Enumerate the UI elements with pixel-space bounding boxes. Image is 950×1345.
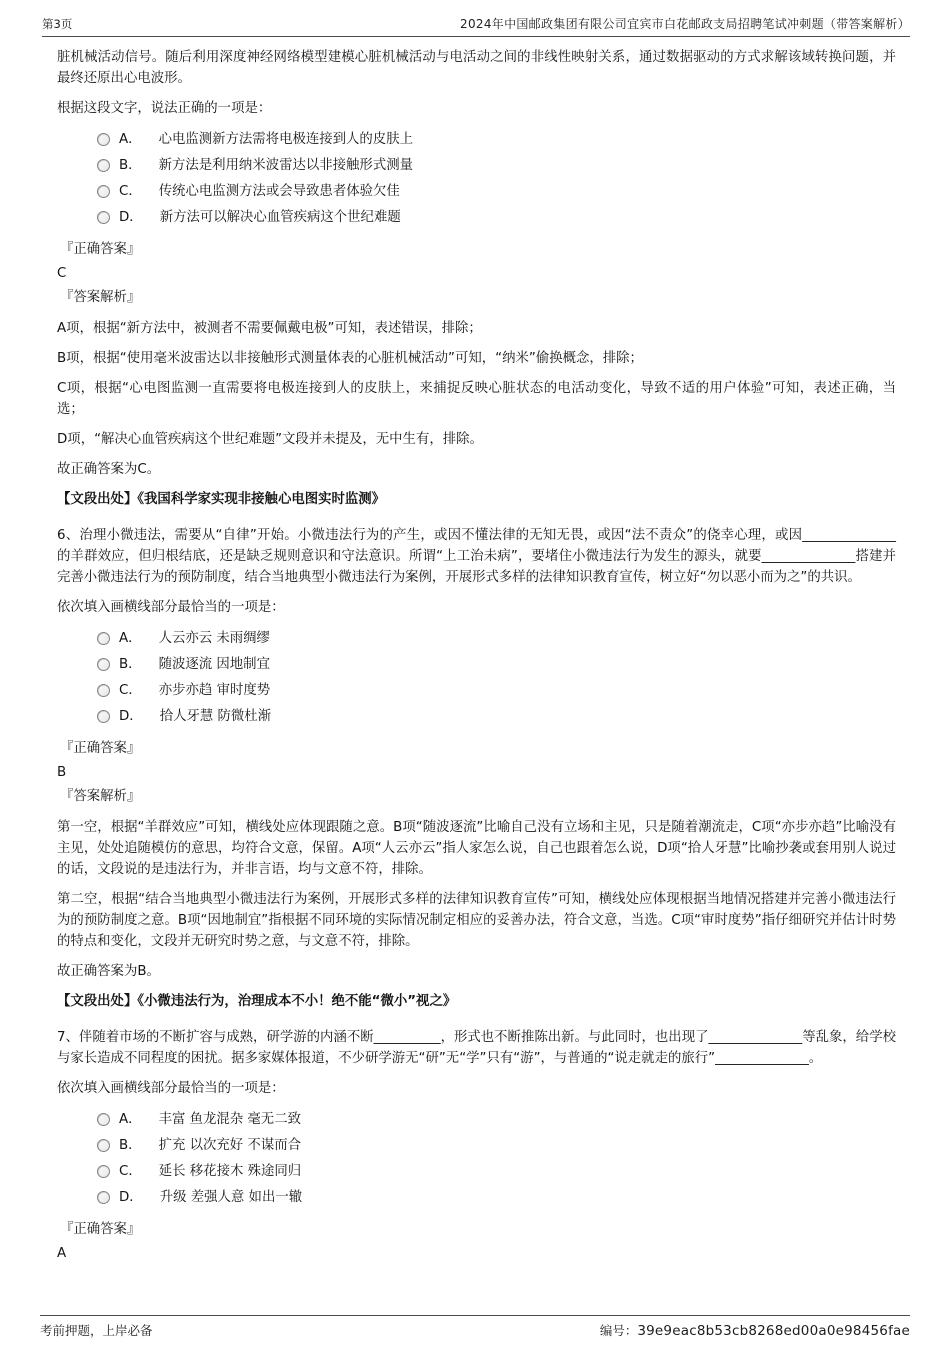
conclusion-line: 故正确答案为C。	[57, 462, 161, 477]
option-letter: B．	[119, 1137, 142, 1153]
option-text: 新方法是利用纳米波雷达以非接触形式测量	[158, 157, 413, 173]
option-row-d[interactable]	[97, 703, 896, 729]
footer-slogan: 考前押题，上岸必备	[40, 1323, 153, 1338]
option-text: 随波逐流 因地制宜	[158, 656, 270, 672]
radio-icon[interactable]	[97, 632, 110, 645]
answer-label: 『正确答案』	[60, 1222, 141, 1237]
question-continued-block	[57, 47, 896, 510]
question-intro-paragraph: 脏机械活动信号。随后利用深度神经网络模型建模心脏机械活动与电活动之间的非线性映射关系，通过数据驱动的方式求解该域转换问题，并最终还原出心电波形。	[57, 50, 896, 86]
radio-icon[interactable]	[97, 684, 110, 697]
analysis-paragraph: A项，根据“新方法中，被测者不需要佩戴电极”可知，表述错误，排除；	[57, 321, 482, 336]
option-letter: D．	[119, 708, 143, 724]
answer-value: A	[57, 1246, 67, 1261]
document-content	[57, 47, 896, 1267]
option-text: 人云亦云 未雨绸缪	[158, 630, 270, 646]
option-row-b[interactable]	[97, 1132, 896, 1158]
page-header	[42, 0, 910, 37]
option-row-c[interactable]	[97, 178, 896, 204]
analysis-paragraph: D项，“解决心血管疾病这个世纪难题”文段并未提及，无中生有，排除。	[57, 432, 483, 447]
source-line: 【文段出处】《我国科学家实现非接触心电图实时监测》	[57, 492, 386, 507]
analysis-paragraph: B项，根据“使用毫米波雷达以非接触形式测量体表的心脏机械活动”可知，“纳米”偷换概念，排除；	[57, 351, 643, 366]
options-list	[97, 1106, 896, 1210]
footer-code	[600, 1321, 910, 1339]
question-prompt: 依次填入画横线部分最恰当的一项是：	[57, 600, 285, 615]
document-title: 2024年中国邮政集团有限公司宜宾市白花邮政支局招聘笔试冲刺题（带答案解析）	[460, 17, 910, 31]
radio-icon[interactable]	[97, 1113, 110, 1126]
option-row-c[interactable]	[97, 1158, 896, 1184]
page-number: 第3页	[42, 17, 73, 31]
question-prompt: 依次填入画横线部分最恰当的一项是：	[57, 1081, 285, 1096]
radio-icon[interactable]	[97, 1165, 110, 1178]
option-row-a[interactable]	[97, 625, 896, 651]
footer-code-label: 编号：	[599, 1323, 638, 1338]
options-list	[97, 625, 896, 729]
footer-code-value: 39e9eac8b53cb8268ed00a0e98456fae	[637, 1323, 910, 1339]
radio-icon[interactable]	[97, 1191, 110, 1204]
option-letter: C．	[119, 1163, 142, 1179]
option-letter: B．	[119, 157, 142, 173]
option-row-b[interactable]	[97, 152, 896, 178]
radio-icon[interactable]	[97, 185, 110, 198]
analysis-label: 『答案解析』	[60, 789, 141, 804]
option-letter: C．	[119, 682, 142, 698]
question-7-block	[57, 1027, 896, 1264]
option-text: 丰富 鱼龙混杂 毫无二致	[158, 1111, 301, 1127]
option-letter: A．	[119, 1111, 142, 1127]
options-list	[97, 126, 896, 230]
option-text: 心电监测新方法需将电极连接到人的皮肤上	[158, 131, 413, 147]
option-row-d[interactable]	[97, 1184, 896, 1210]
option-letter: D．	[119, 209, 143, 225]
radio-icon[interactable]	[97, 133, 110, 146]
analysis-paragraph: 第二空，根据“结合当地典型小微违法行为案例，开展形式多样的法律知识教育宣传”可知，横线处应体现根据当地情况搭建并完善小微违法行为的预防制度之意。B项“因地制宜”指根据不同环境的实际情况制定相应的妥善办法，符合文意，当选。C项“审时度势”指仔细研究并估计时势的特点和变化，文段并无研究时势之意，与文意不符，排除。	[57, 892, 896, 949]
option-text: 亦步亦趋 审时度势	[158, 682, 271, 698]
radio-icon[interactable]	[97, 710, 110, 723]
radio-icon[interactable]	[97, 211, 110, 224]
analysis-paragraph: 第一空，根据“羊群效应”可知，横线处应体现跟随之意。B项“随波逐流”比喻自己没有立场和主见，只是随着潮流走，C项“亦步亦趋”比喻没有主见，处处追随模仿的意思，均符合文意，保留。A项“人云亦云”指人家怎么说，自己也跟着怎么说，D项“拾人牙慧”比喻抄袭或套用别人说过的话，文段说的是违法行为，并非言语，均与文意不符，排除。	[57, 820, 896, 877]
option-letter: A．	[119, 131, 142, 147]
question-6-block	[57, 525, 896, 1012]
answer-value: C	[57, 266, 67, 281]
option-text: 传统心电监测方法或会导致患者体验欠佳	[158, 183, 400, 199]
source-line: 【文段出处】《小微违法行为，治理成本不小！绝不能“微小”视之》	[57, 994, 457, 1009]
answer-label: 『正确答案』	[60, 242, 141, 257]
option-row-a[interactable]	[97, 1106, 896, 1132]
option-letter: C．	[119, 183, 142, 199]
option-text: 拾人牙慧 防微杜渐	[159, 708, 272, 724]
option-row-b[interactable]	[97, 651, 896, 677]
option-letter: D．	[119, 1189, 143, 1205]
radio-icon[interactable]	[97, 1139, 110, 1152]
option-text: 升级 差强人意 如出一辙	[159, 1189, 303, 1205]
option-text: 扩充 以次充好 不谋而合	[158, 1137, 301, 1153]
option-letter: A．	[119, 630, 142, 646]
analysis-label: 『答案解析』	[60, 290, 141, 305]
question-text: 7、伴随着市场的不断扩容与成熟，研学游的内涵不断__________，形式也不断推陈出新。与此同时，也出现了______________等乱象，给学校与家长造成不同程度的困扰。据多家媒体报道，不少研学游无“研”无“学”只有“游”，与普通的“说走就走的旅行”______________。	[57, 1030, 896, 1066]
question-text: 6、治理小微违法，需要从“自律”开始。小微违法行为的产生，或因不懂法律的无知无畏，或因“法不责众”的侥幸心理，或因______________的羊群效应，但归根结底，还是缺乏规则意识和守法意识。所谓“上工治未病”，要堵住小微违法行为发生的源头，就要______________搭建并完善小微违法行为的预防制度，结合当地典型小微违法行为案例，开展形式多样的法律知识教育宣传，树立好“勿以恶小而为之”的共识。	[57, 528, 896, 585]
page-footer	[40, 1315, 910, 1339]
option-row-a[interactable]	[97, 126, 896, 152]
question-prompt: 根据这段文字，说法正确的一项是：	[57, 101, 272, 116]
option-row-d[interactable]	[97, 204, 896, 230]
radio-icon[interactable]	[97, 159, 110, 172]
option-row-c[interactable]	[97, 677, 896, 703]
answer-label: 『正确答案』	[60, 741, 141, 756]
answer-value: B	[57, 765, 67, 780]
conclusion-line: 故正确答案为B。	[57, 964, 160, 979]
option-text: 延长 移花接木 殊途同归	[158, 1163, 302, 1179]
analysis-paragraph: C项，根据“心电图监测一直需要将电极连接到人的皮肤上，来捕捉反映心脏状态的电活动变化，导致不适的用户体验”可知，表述正确，当选；	[57, 381, 896, 417]
option-letter: B．	[119, 656, 142, 672]
option-text: 新方法可以解决心血管疾病这个世纪难题	[159, 209, 401, 225]
radio-icon[interactable]	[97, 658, 110, 671]
